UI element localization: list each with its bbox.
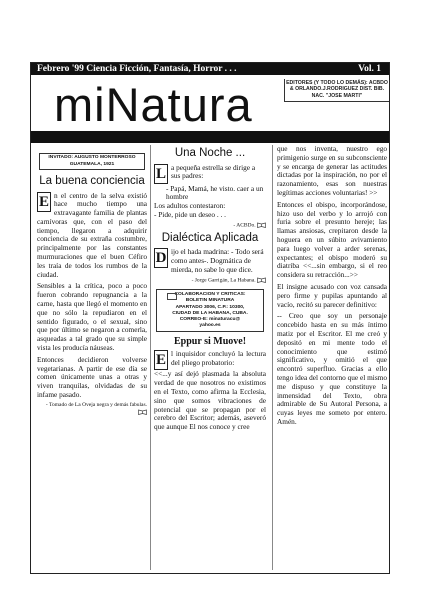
issue-info: Febrero '99 Ciencia Ficción, Fantasía, Horror . . . xyxy=(37,64,237,74)
column-divider xyxy=(272,145,273,570)
story-paragraph xyxy=(154,248,266,274)
story-paragraph xyxy=(37,192,147,280)
contact-line: yahoo.es xyxy=(199,323,221,329)
story-title: Una Noche ... xyxy=(174,147,246,159)
editors-box xyxy=(284,79,389,102)
story-signature xyxy=(154,277,266,284)
story-title: La buena conciencia xyxy=(39,175,145,187)
signature-text: - Tomado de La Oveja negra y demás fabulas. xyxy=(45,401,147,408)
book-icon xyxy=(257,222,266,228)
paragraph-text: n el centro de la selva existió hace mucho tiempo una extravagante familia de plantas carnívoras que, con el paso del tiempo, llegaron a adquirir conciencia de su extraña costumbre, principalmente por las constantes murmuraciones que el buen Céfiro les traía de todos los rumbos de la ciudad. xyxy=(37,190,147,279)
story-paragraph: Entonces el obispo, incorporándose, hizo uso del verbo y lo arrojó con furia sobre el presunto hereje; las llamas ansiosas, crepitaron desde la hoguera en un súbito avivamiento para luego volver a arder serenas, expectantes; el obispo moderó su diatriba <<...sin embargo, si el reo considera su retracción...>> xyxy=(277,199,387,280)
logo-title: miNatura xyxy=(54,78,253,131)
paragraph-text: ijo el hada madrina: - Todo será como antes-. Dogmática de mierda, no sabe lo que dice. xyxy=(171,247,264,275)
column-divider xyxy=(150,145,151,570)
story-paragraph: El insigne acusado con voz cansada pero firme y pupilas apuntando al vacío, recitó su parecer definitivo: xyxy=(277,281,387,309)
story-signature xyxy=(154,222,266,229)
masthead xyxy=(31,75,389,131)
story-paragraph: -- Creo que soy un personaje concebido hasta en su más íntimo matiz por el Escritor. El me creó y depositó en mi mente todo el conocimiento que estimó significativo, y omitió el que encontró superfluo. Gracias a ello tengo idea del contorno que el mismo me dispuso y que constituye la inmensidad del Texto, obra admirable de Su Autoral Persona, a cuyas leyes me someto por entero. Amén. xyxy=(277,311,387,426)
editors-text: EDITORES (Y TODO LO DEMÁS): ACBDO & ORLANDO.J.RODRIGUEZ DIST. BIB. NAC. "JOSE MARTI" xyxy=(286,80,388,99)
contact-line: CIUDAD DE LA HABANA, CUBA. xyxy=(172,310,248,316)
book-icon xyxy=(138,409,147,415)
story-title: Dialéctica Aplicada xyxy=(161,231,259,244)
contact-box xyxy=(156,289,264,332)
story-paragraph xyxy=(154,350,266,368)
drop-cap: D xyxy=(155,250,167,267)
volume-label: Vol. 1 xyxy=(358,64,381,74)
column-2 xyxy=(154,145,266,573)
black-band-divider xyxy=(31,131,389,143)
story-line: - Papá, Mamá, he visto. caer a un hombre xyxy=(166,183,264,202)
drop-cap: E xyxy=(38,193,49,210)
newsletter-page xyxy=(30,62,390,574)
story-paragraph xyxy=(154,164,266,182)
story-line: Los adultos contestaron: xyxy=(154,201,226,211)
signature-text: - ACBDo. xyxy=(233,221,256,228)
envelope-icon xyxy=(167,293,177,300)
contact-line: COLABORACION Y CRITICAS: xyxy=(174,292,246,298)
book-icon xyxy=(257,277,266,283)
column-3 xyxy=(277,145,387,573)
drop-cap: E xyxy=(155,352,166,369)
signature-text: - Jorge Garrigán, La Habana. xyxy=(191,277,256,284)
story-paragraph: Entonces decidieron volverse vegetarianas. A partir de ese día se comen únicamente unas a otras y viven tranquilas, olvidadas de su infame pasado. xyxy=(37,354,147,400)
story-paragraph: Sensibles a la crítica, poco a poco fueron cobrando repugnancia a la carne, hasta que llegó el momento en que no sólo la repudiaron en el sentido figurado, o el sexual, sino que por último se negaron a comerla, asqueadas a tal grado que su simple vista les producía náuseas. xyxy=(37,281,147,353)
story-paragraph: que nos inventa, nuestro ego primigenio surge en su subconsciente y se encarga de generar las actitudes dictadas por la inspiración, no por el razonamiento, esas son nuestras legítimas acciones voluntarias! >> xyxy=(277,145,387,197)
paragraph-text: a pequeña estrella se dirige a sus padres: xyxy=(171,162,256,181)
guest-author-box: INVITADO: AUGUSTO MONTERROSO GUATEMALA, 1921 xyxy=(39,153,145,170)
story-line: - Pide, pide un deseo . . . xyxy=(154,209,226,219)
contact-line: APARTADO 3006, C.P.: 10300, xyxy=(175,304,245,310)
story-signature xyxy=(37,402,147,416)
story-title: Eppur si Muove! xyxy=(173,336,247,348)
column-1 xyxy=(37,145,147,573)
contact-line: BOLETIN MINATURA xyxy=(185,298,235,304)
drop-cap: L xyxy=(155,165,166,182)
header-bar xyxy=(31,63,389,75)
paragraph-text: l inquisidor concluyó la lectura del pliego probatorio: xyxy=(171,349,266,368)
story-paragraph: <<...y así dejó plasmada la absoluta verdad de que nosotros no existimos en el Texto, como afirma la Ecclesia, sino que somos vibraciones de potencial que se propagan por el cerebro del Escritor; además, aseveró que aunque El nos conoce y cree xyxy=(154,369,266,432)
contact-line: CORREO-E: minaturacu@ xyxy=(179,316,241,322)
